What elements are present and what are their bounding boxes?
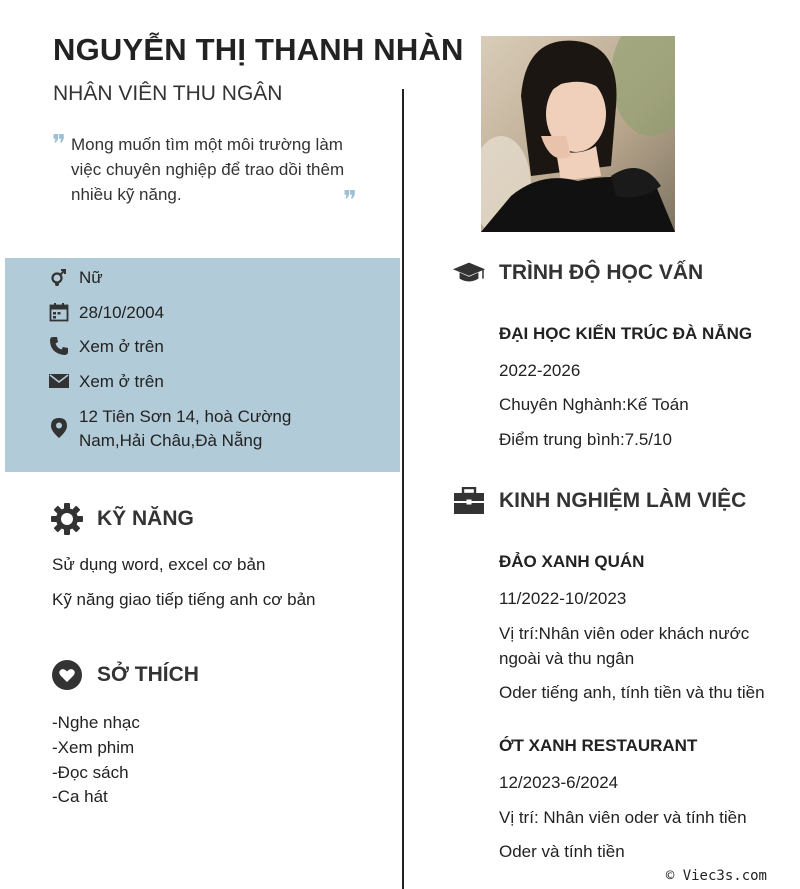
job-position: Vị trí: Nhân viên oder và tính tiền [499,808,747,827]
column-divider [402,89,404,889]
address-line-1: 12 Tiên Sơn 14, hoà Cường [79,407,292,426]
envelope-icon [48,370,70,392]
birthday-value: 28/10/2004 [79,303,165,322]
job-period: 11/2022-10/2023 [499,589,627,608]
phone-row [48,335,164,359]
close-quote-icon: ❞ [343,186,357,216]
gender-value: Nữ [79,268,103,287]
footer-watermark: © Viec3s.com [665,868,767,884]
job-company: ĐẢO XANH QUÁN [499,552,645,571]
open-quote-icon: ❞ [52,130,66,160]
education-gpa: Điểm trung bình:7.5/10 [499,430,672,449]
gear-icon [50,502,84,536]
skills-heading [50,502,194,536]
phone-value: Xem ở trên [79,337,164,356]
birthday-row [48,301,164,325]
briefcase-icon [452,484,486,518]
education-period: 2022-2026 [499,361,581,380]
address-row [48,405,291,453]
hobbies-title: SỞ THÍCH [97,663,199,686]
experience-heading [452,484,746,518]
profile-photo [481,36,675,232]
heart-icon [50,658,84,692]
job-period: 12/2023-6/2024 [499,773,619,792]
job-company: ỚT XANH RESTAURANT [499,736,698,755]
job-description: Oder và tính tiền [499,842,625,861]
job-description: Oder tiếng anh, tính tiền và thu tiền [499,683,765,702]
hobbies-heading [50,658,199,692]
gender-row [48,266,103,290]
email-row [48,370,164,394]
job-position: Vị trí:Nhân viên oder khách nước [499,624,750,643]
hobby-item: -Ca hát [52,787,108,806]
graduation-cap-icon [452,256,486,290]
skills-title: KỸ NĂNG [97,507,194,530]
phone-icon [48,335,70,357]
experience-title: KINH NGHIỆM LÀM VIỆC [499,489,747,512]
hobby-item: -Xem phim [52,738,135,757]
skill-item: Kỹ năng giao tiếp tiếng anh cơ bản [52,590,316,609]
candidate-name: NGUYỄN THỊ THANH NHÀN [53,32,464,67]
hobby-item: -Đọc sách [52,763,129,782]
location-pin-icon [48,417,70,439]
education-title: TRÌNH ĐỘ HỌC VẤN [499,261,704,284]
skill-item: Sử dụng word, excel cơ bản [52,555,266,574]
education-major: Chuyên Nghành:Kế Toán [499,395,689,414]
school-name: ĐẠI HỌC KIẾN TRÚC ĐÀ NẴNG [499,324,753,343]
career-objective: Mong muốn tìm một môi trường làm việc chuyên nghiệp để trao dồi thêm nhiều kỹ năng. [71,135,345,204]
job-position-continued: ngoài và thu ngân [499,649,635,668]
job-title: NHÂN VIÊN THU NGÂN [53,82,283,105]
address-line-2: Nam,Hải Châu,Đà Nẵng [79,431,263,450]
hobby-item: -Nghe nhạc [52,713,140,732]
education-heading [452,256,703,290]
gender-icon [48,266,70,288]
email-value: Xem ở trên [79,372,164,391]
calendar-icon [48,301,70,323]
address-value [79,405,291,453]
